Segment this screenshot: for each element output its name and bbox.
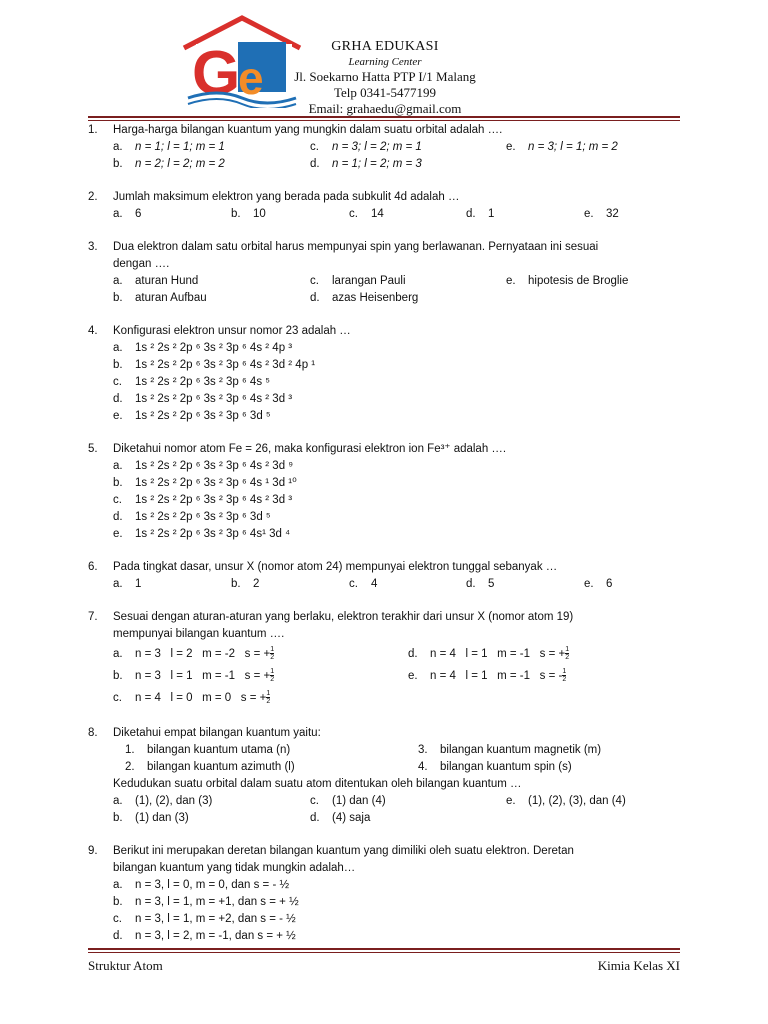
option-e: e. hipotesis de Broglie (506, 275, 629, 287)
option-c: c. n = 3, l = 1, m = +2, dan s = - ½ (113, 913, 296, 925)
statement-1: 1. bilangan kuantum utama (n) (125, 744, 291, 756)
statement-4: 4. bilangan kuantum spin (s) (418, 761, 572, 773)
option-b: b. 10 (231, 208, 266, 220)
option-a: a. n = 3 l = 2 m = -2 s = + $\frac{1}{2}$ (113, 646, 275, 662)
question-number: 9. (88, 845, 98, 857)
org-phone: Telp 0341-5477199 (334, 85, 436, 100)
question-6 (88, 559, 680, 593)
option-c: c. (1) dan (4) (310, 795, 386, 807)
question-text: Diketahui nomor atom Fe = 26, maka konfigurasi elektron ion Fe³⁺ adalah …. (113, 443, 507, 455)
question-5 (88, 441, 680, 543)
org-email: Email: grahaedu@gmail.com (308, 101, 462, 116)
question-text: Berikut ini merupakan deretan bilangan kuantum yang dimiliki oleh suatu elektron. Deretan (113, 845, 574, 857)
option-c: c. larangan Pauli (310, 275, 406, 287)
option-d: d. n = 4 l = 1 m = -1 s = + $\frac{1}{2}$ (408, 646, 570, 662)
option-b: b. (1) dan (3) (113, 812, 189, 824)
question-list (88, 122, 680, 961)
option-d: d. n = 1; l = 2; m = 3 (310, 158, 422, 170)
question-3 (88, 239, 680, 307)
statement-3: 3. bilangan kuantum magnetik (m) (418, 744, 602, 756)
question-number: 3. (88, 241, 98, 253)
option-a: a. 6 (113, 208, 142, 220)
option-e: e. 1s ² 2s ² 2p ⁶ 3s ² 3p ⁶ 4s¹ 3d ⁴ (113, 528, 291, 540)
option-c: c. n = 3; l = 2; m = 1 (310, 141, 422, 153)
option-e: e. (1), (2), (3), dan (4) (506, 795, 626, 807)
org-address: Jl. Soekarno Hatta PTP I/1 Malang (294, 69, 476, 84)
option-c: c. 14 (349, 208, 384, 220)
option-a: a. (1), (2), dan (3) (113, 795, 213, 807)
svg-text:e: e (238, 52, 264, 104)
question-text-cont: dengan …. (113, 258, 170, 270)
letterhead (0, 0, 768, 118)
grha-edukasi-logo (178, 14, 306, 108)
option-b: b. n = 3, l = 1, m = +1, dan s = + ½ (113, 896, 299, 908)
option-b: b. 1s ² 2s ² 2p ⁶ 3s ² 3p ⁶ 4s ² 3d ² 4p ¹ (113, 359, 316, 371)
option-d: d. azas Heisenberg (310, 292, 419, 304)
header-rule-thin (88, 120, 680, 121)
option-b: b. aturan Aufbau (113, 292, 207, 304)
question-text-cont: bilangan kuantum yang tidak mungkin adalah… (113, 862, 356, 874)
option-d: d. 5 (466, 578, 495, 590)
question-text: Sesuai dengan aturan-aturan yang berlaku, elektron terakhir dari unsur X (nomor atom 19) (113, 611, 574, 623)
option-a: a. n = 1; l = 1; m = 1 (113, 141, 225, 153)
option-b: b. 1s ² 2s ² 2p ⁶ 3s ² 3p ⁶ 4s ¹ 3d ¹⁰ (113, 477, 297, 489)
question-text: Harga-harga bilangan kuantum yang mungkin dalam suatu orbital adalah …. (113, 124, 503, 136)
question-8 (88, 725, 680, 827)
option-b: b. n = 3 l = 1 m = -1 s = + $\frac{1}{2}$ (113, 668, 275, 684)
question-9 (88, 843, 680, 945)
question-number: 5. (88, 443, 98, 455)
question-text: Diketahui empat bilangan kuantum yaitu: (113, 727, 321, 739)
option-a: a. aturan Hund (113, 275, 199, 287)
option-e: e. 6 (584, 578, 613, 590)
question-2 (88, 189, 680, 223)
footer-rule (88, 948, 680, 950)
question-number: 7. (88, 611, 98, 623)
svg-text:G: G (192, 39, 241, 108)
option-c: c. n = 4 l = 0 m = 0 s = + $\frac{1}{2}$ (113, 690, 271, 706)
option-e: e. 1s ² 2s ² 2p ⁶ 3s ² 3p ⁶ 3d ⁵ (113, 410, 271, 422)
question-7 (88, 609, 680, 709)
option-a: a. 1s ² 2s ² 2p ⁶ 3s ² 3p ⁶ 4s ² 4p ³ (113, 342, 293, 354)
option-a: a. 1s ² 2s ² 2p ⁶ 3s ² 3p ⁶ 4s ² 3d ⁹ (113, 460, 294, 472)
option-e: e. 32 (584, 208, 619, 220)
option-c: c. 1s ² 2s ² 2p ⁶ 3s ² 3p ⁶ 4s ² 3d ³ (113, 494, 293, 506)
question-text: Pada tingkat dasar, unsur X (nomor atom 24) mempunyai elektron tunggal sebanyak … (113, 561, 558, 573)
footer-class: Kimia Kelas XI (597, 958, 680, 973)
option-a: a. n = 3, l = 0, m = 0, dan s = - ½ (113, 879, 290, 891)
option-d: d. 1 (466, 208, 495, 220)
question-text: Jumlah maksimum elektron yang berada pada subkulit 4d adalah … (113, 191, 460, 203)
question-number: 6. (88, 561, 98, 573)
question-text-cont: Kedudukan suatu orbital dalam suatu atom ditentukan oleh bilangan kuantum … (113, 778, 522, 790)
org-subtitle: Learning Center (348, 56, 422, 68)
org-name: GRHA EDUKASI (331, 39, 439, 54)
header-rule (88, 116, 680, 118)
footer-rule-thin (88, 952, 680, 953)
footer-subject: Struktur Atom (88, 958, 163, 973)
option-a: a. 1 (113, 578, 142, 590)
option-b: b. n = 2; l = 2; m = 2 (113, 158, 225, 170)
question-4 (88, 323, 680, 425)
option-d: d. 1s ² 2s ² 2p ⁶ 3s ² 3p ⁶ 3d ⁵ (113, 511, 271, 523)
option-d: d. n = 3, l = 2, m = -1, dan s = + ½ (113, 930, 296, 942)
question-number: 2. (88, 191, 98, 203)
question-text-cont: mempunyai bilangan kuantum …. (113, 628, 285, 640)
question-text: Konfigurasi elektron unsur nomor 23 adalah … (113, 325, 351, 337)
question-1 (88, 122, 680, 173)
statement-2: 2. bilangan kuantum azimuth (l) (125, 761, 295, 773)
option-c: c. 1s ² 2s ² 2p ⁶ 3s ² 3p ⁶ 4s ⁵ (113, 376, 271, 388)
option-e: e. n = 3; l = 1; m = 2 (506, 141, 618, 153)
option-c: c. 4 (349, 578, 378, 590)
question-number: 1. (88, 124, 98, 136)
option-e: e. n = 4 l = 1 m = -1 s = - $\frac{1}{2}$ (408, 668, 567, 684)
question-number: 8. (88, 727, 98, 739)
option-d: d. (4) saja (310, 812, 371, 824)
question-text: Dua elektron dalam satu orbital harus mempunyai spin yang berlawanan. Pernyataan ini sesuai (113, 241, 599, 253)
option-d: d. 1s ² 2s ² 2p ⁶ 3s ² 3p ⁶ 4s ² 3d ³ (113, 393, 293, 405)
question-number: 4. (88, 325, 98, 337)
option-b: b. 2 (231, 578, 260, 590)
